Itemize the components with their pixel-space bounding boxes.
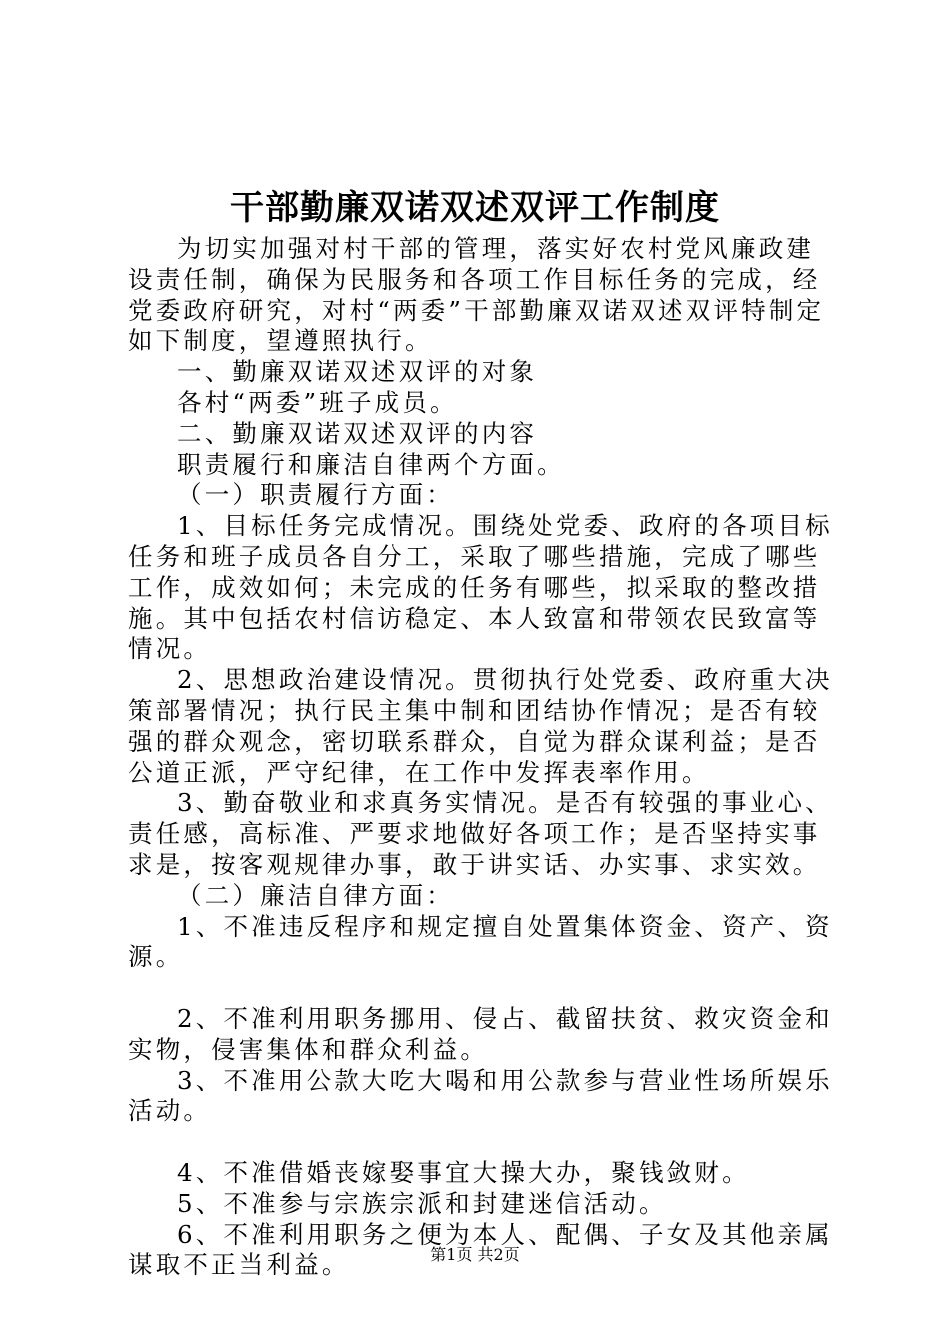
paragraph-item: 2、思想政治建设情况。贯彻执行处党委、政府重大决策部署情况；执行民主集中制和团结协作情况；是否有较强的群众观念，密切联系群众，自觉为群众谋利益；是否公道正派，严守纪律，在工作中发挥表率作用。 — [128, 665, 833, 787]
document-body — [128, 234, 840, 1281]
document-title: 干部勤廉双诺双述双评工作制度 — [230, 188, 720, 228]
paragraph-intro: 为切实加强对村干部的管理，落实好农村党风廉政建设责任制，确保为民服务和各项工作目标任务的完成，经党委政府研究，对村“两委”干部勤廉双诺双述双评特制定如下制度，望遵照执行。 — [128, 234, 825, 356]
paragraph-item: 2、不准利用职务挪用、侵占、截留扶贫、救灾资金和实物，侵害集体和群众利益。 — [128, 1003, 833, 1064]
blank-line — [128, 1127, 840, 1158]
paragraph-item: 3、不准用公款大吃大喝和用公款参与营业性场所娱乐活动。 — [128, 1065, 833, 1126]
paragraph-item: 1、不准违反程序和规定擅自处置集体资金、资产、资源。 — [128, 911, 833, 972]
paragraph-item: 1、目标任务完成情况。围绕处党委、政府的各项目标任务和班子成员各自分工，采取了哪些措施，完成了哪些工作，成效如何；未完成的任务有哪些，拟采取的整改措施。其中包括农村信访稳定、本人致富和带领农民致富等情况。 — [128, 511, 833, 664]
page-number: 第1页 共2页 — [430, 1245, 520, 1264]
blank-line — [128, 973, 840, 1004]
paragraph-subsection-1-heading: （一）职责履行方面： — [177, 480, 454, 510]
paragraph-section-2-body: 职责履行和廉洁自律两个方面。 — [177, 449, 565, 479]
paragraph-section-1-body: 各村“两委”班子成员。 — [177, 387, 458, 417]
paragraph-item: 3、勤奋敬业和求真务实情况。是否有较强的事业心、责任感，高标准、严要求地做好各项工作；是否坚持实事求是，按客观规律办事，敢于讲实话、办实事、求实效。 — [128, 788, 833, 879]
paragraph-item: 6、不准利用职务之便为本人、配偶、子女及其他亲属谋取不正当利益。 — [128, 1219, 833, 1280]
paragraph-section-2-heading: 二、勤廉双诺双述双评的内容 — [177, 418, 538, 448]
paragraph-item: 5、不准参与宗族宗派和封建迷信活动。 — [177, 1188, 667, 1218]
paragraph-section-1-heading: 一、勤廉双诺双述双评的对象 — [177, 357, 538, 387]
paragraph-item: 4、不准借婚丧嫁娶事宜大操大办，聚钱敛财。 — [177, 1157, 750, 1187]
paragraph-subsection-2-heading: （二）廉洁自律方面： — [177, 880, 454, 910]
